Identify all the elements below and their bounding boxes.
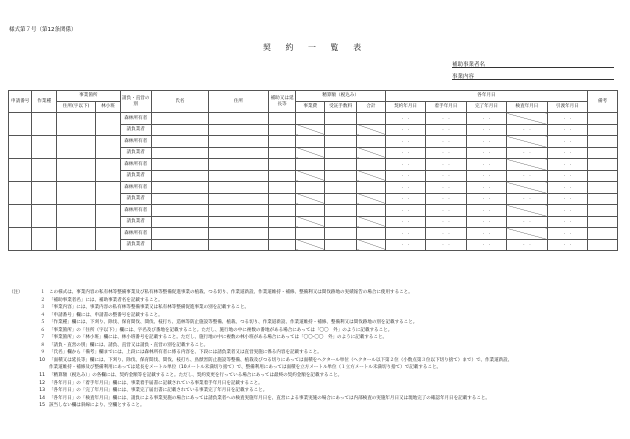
header-date-sub: 検査年月日	[507, 102, 547, 113]
note-text: 「請負・直営の別」欄には、請負、直営又は請負・直営の別を記載すること。	[49, 342, 209, 348]
date-cell[interactable]: . .	[507, 147, 547, 159]
note-text: 作業道維持・補修及び整備利用にあっては延長をメートル単位（10メートル未満切り捨て）で、整備利用にあっては面積を立方メートル単位（１立方メートル未満切り捨て）で記載すること。	[49, 365, 442, 371]
note-item	[9, 334, 621, 342]
cost-cell[interactable]	[296, 170, 325, 182]
entry-cell[interactable]	[96, 136, 121, 159]
subsidy-cell[interactable]	[268, 136, 296, 148]
entry-cell[interactable]	[96, 228, 121, 251]
party-label: 森林所有者	[120, 136, 151, 148]
note-number: 10	[39, 357, 45, 363]
address-cell[interactable]	[209, 113, 269, 125]
date-cell[interactable]: . .	[426, 205, 466, 217]
cost-cell[interactable]	[325, 170, 357, 182]
header-name: 氏名	[151, 91, 208, 113]
header-cost-sub: 事業費	[296, 102, 325, 113]
date-cell[interactable]	[507, 136, 547, 148]
cost-cell[interactable]	[325, 182, 357, 194]
note-head	[9, 357, 31, 365]
note-number	[31, 364, 49, 372]
note-number: ６	[40, 327, 45, 333]
entry-cell[interactable]	[96, 113, 121, 136]
entry-cell[interactable]	[56, 205, 95, 228]
header-location-sub: 林小班	[96, 102, 121, 113]
note-item	[9, 327, 621, 335]
name-cell[interactable]	[151, 239, 208, 251]
cost-cell[interactable]	[325, 216, 357, 228]
name-cell[interactable]	[151, 205, 208, 217]
date-cell[interactable]: . .	[426, 124, 466, 136]
date-cell[interactable]: . .	[426, 159, 466, 171]
address-cell[interactable]	[209, 147, 269, 159]
note-number: ７	[40, 335, 45, 341]
page-title: 契 約 一 覧 表	[262, 43, 368, 52]
cost-cell[interactable]	[296, 182, 325, 194]
subsidy-cell[interactable]	[268, 239, 296, 251]
party-label: 森林所有者	[120, 182, 151, 194]
subsidy-cell[interactable]	[268, 159, 296, 171]
note-item	[9, 402, 621, 410]
note-text: 「面積又は延長等」欄には、下刈り、除伐、保育間伐、間伐、枝打ち、鳥獣害防止施設等整備、植栽及びつる切りにあっては面積をヘクタール単位（ヘクタール以下第２位（小数点第３位以下切り捨て）まで）で、作業道新設、	[49, 357, 513, 363]
party-label: 請負業者	[120, 124, 151, 136]
cost-cell[interactable]	[296, 205, 325, 217]
subsidy-cell[interactable]	[268, 216, 296, 228]
date-cell[interactable]: . .	[466, 136, 506, 148]
date-cell[interactable]	[507, 205, 547, 217]
note-head	[9, 402, 31, 410]
date-cell[interactable]: . .	[385, 170, 425, 182]
entry-cell[interactable]	[9, 205, 32, 228]
entry-cell[interactable]	[56, 182, 95, 205]
entry-cell[interactable]	[56, 228, 95, 251]
entry-cell[interactable]	[9, 159, 32, 182]
date-cell[interactable]: . .	[547, 182, 587, 194]
cost-cell[interactable]	[325, 113, 357, 125]
party-label: 請負業者	[120, 170, 151, 182]
address-cell[interactable]	[209, 182, 269, 194]
date-cell[interactable]: . .	[547, 113, 587, 125]
subsidy-cell[interactable]	[268, 228, 296, 240]
entry-cell[interactable]	[96, 159, 121, 182]
note-head	[9, 372, 31, 380]
note-head	[9, 297, 31, 305]
cost-cell[interactable]	[357, 124, 386, 136]
contract-table	[8, 90, 618, 251]
table-row	[9, 159, 618, 171]
address-cell[interactable]	[209, 159, 269, 171]
note-number: １	[40, 290, 45, 295]
cost-cell[interactable]	[296, 159, 325, 171]
address-cell[interactable]	[209, 193, 269, 205]
note-head	[9, 312, 31, 320]
entry-cell[interactable]	[32, 113, 56, 136]
cost-cell[interactable]	[357, 228, 386, 240]
note-item	[9, 289, 621, 297]
date-cell[interactable]: . .	[385, 147, 425, 159]
remarks-cell[interactable]	[588, 147, 618, 159]
date-cell[interactable]: . .	[466, 113, 506, 125]
cost-cell[interactable]	[325, 205, 357, 217]
note-number: 12	[39, 380, 45, 386]
entry-cell[interactable]	[32, 228, 56, 251]
date-cell[interactable]: . .	[547, 124, 587, 136]
cost-cell[interactable]	[296, 136, 325, 148]
note-text: 「事業箇所」の「林小班」欄には、林小班番号を記載すること。ただし、施行地の中に複数の林小班がある場合にあっては「〇〇-〇〇 外」のように記載すること。	[49, 335, 388, 341]
name-cell[interactable]	[151, 182, 208, 194]
note-head	[9, 342, 31, 350]
party-label: 森林所有者	[120, 113, 151, 125]
cost-cell[interactable]	[357, 136, 386, 148]
note-number: ３	[40, 305, 45, 311]
note-item	[9, 349, 621, 357]
date-cell[interactable]: . .	[466, 216, 506, 228]
header-date-sub: 完了年月日	[466, 102, 506, 113]
header-location-sub: 住所(字以下)	[56, 102, 95, 113]
remarks-cell[interactable]	[588, 205, 618, 217]
party-label: 森林所有者	[120, 205, 151, 217]
date-cell[interactable]: . .	[385, 159, 425, 171]
cost-cell[interactable]	[296, 239, 325, 251]
party-label: 請負業者	[120, 239, 151, 251]
date-cell[interactable]: . .	[426, 136, 466, 148]
date-cell[interactable]: . .	[385, 193, 425, 205]
header-cost-sub: 合計	[357, 102, 386, 113]
subsidy-cell[interactable]	[268, 170, 296, 182]
entry-cell[interactable]	[9, 113, 32, 136]
date-cell[interactable]: . .	[385, 124, 425, 136]
date-cell[interactable]: . .	[507, 193, 547, 205]
entry-cell[interactable]	[32, 136, 56, 159]
table-row	[9, 205, 618, 217]
note-text: 「事業箇所」の「住所（字以下）」欄には、字名及び番地を記載すること。ただし、施行地の中に複数の番地がある場合にあっては「〇〇 外」のように記載すること。	[49, 327, 393, 333]
cost-cell[interactable]	[325, 193, 357, 205]
date-cell[interactable]: . .	[547, 159, 587, 171]
date-cell[interactable]: . .	[385, 216, 425, 228]
note-head	[9, 395, 31, 403]
subsidy-cell[interactable]	[268, 182, 296, 194]
header-ordered-type: 請負・直営の別	[120, 91, 151, 113]
cost-cell[interactable]	[296, 113, 325, 125]
name-cell[interactable]	[151, 216, 208, 228]
cost-cell[interactable]	[296, 147, 325, 159]
entry-cell[interactable]	[9, 136, 32, 159]
date-cell[interactable]: . .	[426, 147, 466, 159]
note-text: 該当しない欄は斜線により、空欄とすること。	[49, 403, 145, 409]
note-text: 「補助事業者名」には、補助事業者名を記載すること。	[49, 297, 163, 303]
date-cell[interactable]: . .	[547, 147, 587, 159]
note-head	[9, 327, 31, 335]
note-number: ８	[40, 342, 45, 348]
address-cell[interactable]	[209, 136, 269, 148]
note-number: ５	[40, 320, 45, 326]
date-cell[interactable]: . .	[466, 159, 506, 171]
cost-cell[interactable]	[357, 193, 386, 205]
note-number: 14	[39, 395, 45, 401]
cost-cell[interactable]	[357, 216, 386, 228]
note-number: ４	[40, 312, 45, 318]
table-row	[9, 113, 618, 125]
note-item	[9, 357, 621, 365]
entry-cell[interactable]	[96, 182, 121, 205]
table-row	[9, 136, 618, 148]
note-number: 15	[39, 403, 45, 409]
date-cell[interactable]: . .	[547, 136, 587, 148]
cost-cell[interactable]	[325, 124, 357, 136]
header-business-type: 作業種	[32, 91, 56, 113]
note-text: 「作業種」欄には、下刈り、除伐、保育間伐、間伐、枝打ち、造林等防止施設等整備、植栽、つる切り、作業道新設、作業道維持・補修、整備利又は間伐跡地の別を記載すること。	[49, 320, 418, 326]
entry-cell[interactable]	[56, 113, 95, 136]
date-cell[interactable]: . .	[466, 182, 506, 194]
entry-cell[interactable]	[96, 205, 121, 228]
remarks-cell[interactable]	[588, 159, 618, 171]
address-cell[interactable]	[209, 170, 269, 182]
header-dates: 各年月日	[385, 91, 587, 102]
remarks-cell[interactable]	[588, 170, 618, 182]
cost-cell[interactable]	[325, 136, 357, 148]
address-cell[interactable]	[209, 205, 269, 217]
date-cell[interactable]: . .	[426, 216, 466, 228]
header-cost-sub: 受託手数料	[325, 102, 357, 113]
date-cell[interactable]: . .	[385, 182, 425, 194]
address-cell[interactable]	[209, 216, 269, 228]
date-cell[interactable]: . .	[547, 239, 587, 251]
cost-cell[interactable]	[357, 170, 386, 182]
note-head	[9, 319, 31, 327]
header-cost: 精算額（税込み）	[296, 91, 385, 102]
party-label: 請負業者	[120, 216, 151, 228]
date-cell[interactable]: . .	[426, 170, 466, 182]
note-item	[9, 319, 621, 327]
note-item	[9, 342, 621, 350]
party-label: 請負業者	[120, 193, 151, 205]
note-item	[9, 387, 621, 395]
remarks-cell[interactable]	[588, 239, 618, 251]
business-name-label: 補助事業者名	[452, 62, 486, 68]
note-number: 13	[39, 388, 45, 394]
date-cell[interactable]: . .	[385, 113, 425, 125]
entry-cell[interactable]	[32, 205, 56, 228]
note-head: （注）	[9, 290, 23, 295]
date-cell[interactable]: . .	[466, 124, 506, 136]
date-cell[interactable]	[507, 228, 547, 240]
note-text: この様式は、事業内容の私有林等整備事業及び私有林等整備促進事業の植栽、つる切り、作業道新設、作業道維持・補修、整備利又は間伐跡地の実績報告の場合に使用すること。	[49, 290, 413, 295]
table-row	[9, 228, 618, 240]
cost-cell[interactable]	[296, 228, 325, 240]
cost-cell[interactable]	[357, 239, 386, 251]
date-cell[interactable]: . .	[466, 170, 506, 182]
address-cell[interactable]	[209, 124, 269, 136]
subsidy-cell[interactable]	[268, 124, 296, 136]
date-cell[interactable]: . .	[385, 205, 425, 217]
subsidy-cell[interactable]	[268, 205, 296, 217]
business-name-field[interactable]	[452, 67, 614, 68]
remarks-cell[interactable]	[588, 113, 618, 125]
name-cell[interactable]	[151, 136, 208, 148]
remarks-cell[interactable]	[588, 182, 618, 194]
note-head	[9, 334, 31, 342]
date-cell[interactable]	[507, 182, 547, 194]
entry-cell[interactable]	[56, 136, 95, 159]
name-cell[interactable]	[151, 193, 208, 205]
party-label: 森林所有者	[120, 159, 151, 171]
remarks-cell[interactable]	[588, 124, 618, 136]
cost-cell[interactable]	[296, 193, 325, 205]
date-cell[interactable]: . .	[426, 193, 466, 205]
header-address: 住所	[209, 91, 269, 113]
subsidy-cell[interactable]	[268, 113, 296, 125]
name-cell[interactable]	[151, 159, 208, 171]
date-cell[interactable]: . .	[426, 239, 466, 251]
date-cell[interactable]: . .	[547, 205, 587, 217]
form-number: 様式第７号（第12条関係）	[9, 27, 77, 33]
cost-cell[interactable]	[357, 205, 386, 217]
note-text: 「各年月日」の「検査年月日」欄には、請負による事業実施の場合にあっては請負業者への検査実施年月日を、直営による事業実施の場合にあっては内部検査の実施年月日又は現地完了の確認年月日を記載すること。	[49, 395, 490, 401]
entry-cell[interactable]	[32, 182, 56, 205]
address-cell[interactable]	[209, 228, 269, 240]
note-number: 11	[39, 373, 45, 379]
note-text: 「事業内容」には、事業内容の私有林等整備事業又は私有林等整備促進事業の別を記載すること。	[49, 305, 250, 311]
date-cell[interactable]: . .	[385, 228, 425, 240]
note-item	[9, 297, 621, 305]
header-contract-no: 申請番号	[9, 91, 32, 113]
note-head	[9, 364, 31, 372]
note-item	[9, 364, 621, 372]
name-cell[interactable]	[151, 113, 208, 125]
cost-cell[interactable]	[325, 147, 357, 159]
note-text: 「氏名」欄から「備考」欄までには、上段には森林所有者に係る内容を、下段には請負業者又は直営実施に係る内容を記載すること。	[49, 350, 322, 356]
date-cell[interactable]: . .	[426, 228, 466, 240]
project-label: 事業内容	[452, 74, 475, 80]
date-cell[interactable]: . .	[385, 136, 425, 148]
note-text: 「各年月日」の「着手年月日」欄には、事業着手届書に記載されている事業着手年月日を記載すること。	[49, 380, 263, 386]
header-date-sub: 着手年月日	[426, 102, 466, 113]
cost-cell[interactable]	[357, 182, 386, 194]
date-cell[interactable]: . .	[547, 228, 587, 240]
note-text: 「申請番号」欄には、申請書の整番号を記載すること。	[49, 312, 163, 318]
header-location: 事業箇所	[56, 91, 120, 102]
date-cell[interactable]: . .	[466, 205, 506, 217]
date-cell[interactable]: . .	[547, 170, 587, 182]
note-number: ９	[40, 350, 45, 356]
date-cell[interactable]: . .	[466, 147, 506, 159]
cost-cell[interactable]	[325, 159, 357, 171]
note-head	[9, 349, 31, 357]
subsidy-cell[interactable]	[268, 193, 296, 205]
note-number: ２	[40, 297, 45, 303]
remarks-cell[interactable]	[588, 193, 618, 205]
entry-cell[interactable]	[9, 228, 32, 251]
date-cell[interactable]: . .	[385, 239, 425, 251]
header-remarks: 備考	[588, 91, 618, 113]
cost-cell[interactable]	[357, 113, 386, 125]
date-cell[interactable]: . .	[547, 193, 587, 205]
note-item	[9, 395, 621, 403]
name-cell[interactable]	[151, 124, 208, 136]
cost-cell[interactable]	[296, 124, 325, 136]
date-cell[interactable]	[507, 113, 547, 125]
date-cell[interactable]: . .	[466, 239, 506, 251]
date-cell[interactable]: . .	[426, 113, 466, 125]
address-cell[interactable]	[209, 239, 269, 251]
name-cell[interactable]	[151, 228, 208, 240]
date-cell[interactable]: . .	[426, 182, 466, 194]
note-head	[9, 387, 31, 395]
date-cell[interactable]: . .	[547, 216, 587, 228]
note-item	[9, 304, 621, 312]
remarks-cell[interactable]	[588, 216, 618, 228]
note-item	[9, 372, 621, 380]
table-row	[9, 182, 618, 194]
note-head	[9, 380, 31, 388]
notes-section	[9, 289, 621, 410]
date-cell[interactable]: . .	[507, 239, 547, 251]
remarks-cell[interactable]	[588, 228, 618, 240]
header-subsidy: 補助又は延長等	[268, 91, 296, 113]
note-item	[9, 312, 621, 320]
cost-cell[interactable]	[296, 216, 325, 228]
cost-cell[interactable]	[357, 159, 386, 171]
note-head	[9, 304, 31, 312]
note-item	[9, 380, 621, 388]
name-cell[interactable]	[151, 170, 208, 182]
cost-cell[interactable]	[357, 147, 386, 159]
party-label: 森林所有者	[120, 228, 151, 240]
subsidy-cell[interactable]	[268, 147, 296, 159]
entry-cell[interactable]	[56, 159, 95, 182]
date-cell[interactable]: . .	[507, 124, 547, 136]
note-text: 「各年月日」の「完了年月日」欄には、事業完了届出書に記載されている事業完了年月日を記載すること。	[49, 388, 268, 394]
entry-cell[interactable]	[9, 182, 32, 205]
project-field[interactable]	[452, 79, 614, 80]
entry-cell[interactable]	[32, 159, 56, 182]
header-date-sub: 引渡年月日	[547, 102, 587, 113]
note-text: 「精算額（税込み）」の各欄には、契約金額等を記載すること。ただし、契約変更を行っている場合にあっては最終の契約金額を記載すること。	[49, 373, 343, 379]
date-cell[interactable]: . .	[466, 193, 506, 205]
header-date-sub: 契約年月日	[385, 102, 425, 113]
party-label: 請負業者	[120, 147, 151, 159]
remarks-cell[interactable]	[588, 136, 618, 148]
date-cell[interactable]: . .	[507, 170, 547, 182]
cost-cell[interactable]	[325, 239, 357, 251]
cost-cell[interactable]	[325, 228, 357, 240]
date-cell[interactable]	[507, 159, 547, 171]
name-cell[interactable]	[151, 147, 208, 159]
date-cell[interactable]: . .	[507, 216, 547, 228]
date-cell[interactable]: . .	[466, 228, 506, 240]
